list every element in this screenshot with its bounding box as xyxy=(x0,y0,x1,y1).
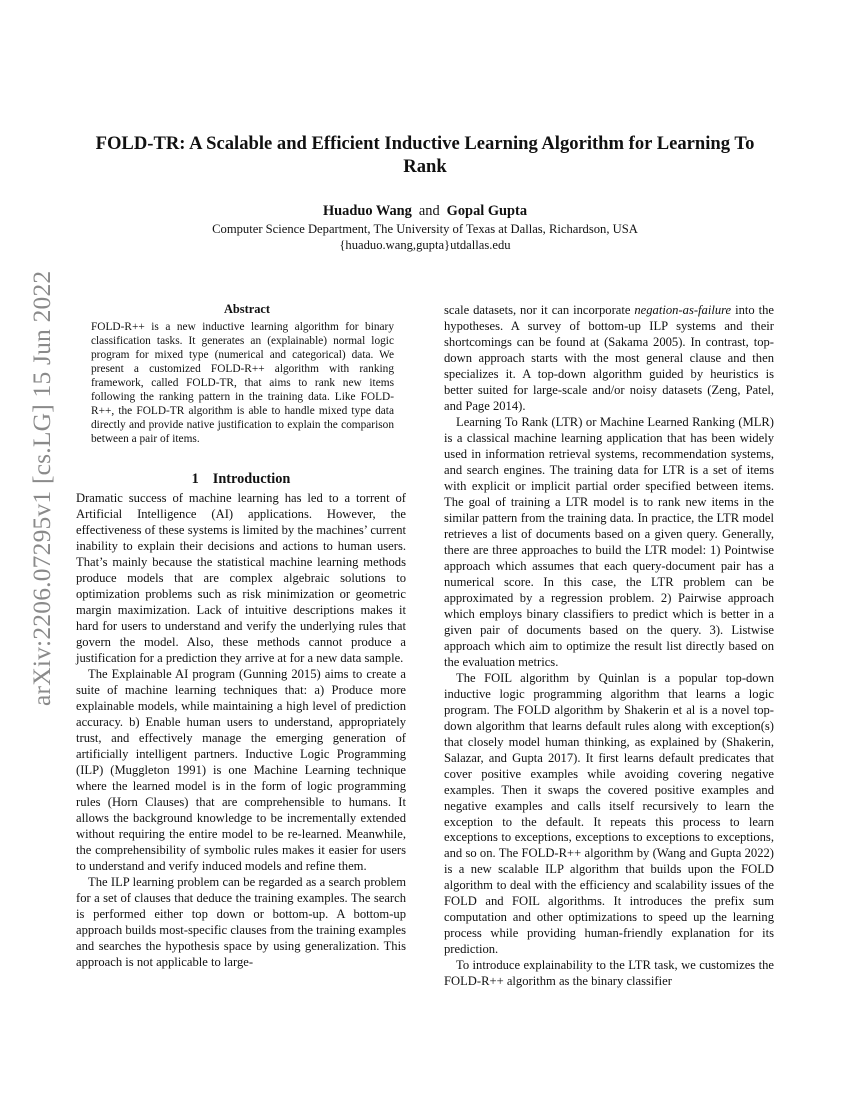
paragraph: To introduce explainability to the LTR task, we customizes the FOLD-R++ algorithm as the binary classifier xyxy=(444,958,774,989)
paragraph: Dramatic success of machine learning has led to a torrent of Artificial Intelligence (AI) applications. However, the effectiveness of these systems is limited by the machines’ current inability to explain their decisions and actions to human users. That’s mainly because the statistical machine learning methods produce models that are complex algebraic solutions to optimization problems such as risk minimization or geometric margin maximization. Lack of intuitive descriptions makes it hard for users to understand and verify the underlying rules that govern the model. Also, these methods cannot produce a justification for a prediction they arrive at for a new data sample. xyxy=(76,491,406,665)
paragraph: Learning To Rank (LTR) or Machine Learned Ranking (MLR) is a classical machine learning application that has been widely used in information retrieval systems, recommendation systems, and search engines. The training data for LTR is a set of items with explicit or implicit partial order specified between items. The goal of training a LTR model is to rank new items in the similar pattern from the training data. In practice, the LTR model retrieves a list of documents based on a given query. Generally, there are three approaches to build the LTR model: 1) Pointwise approach which assumes that each query-document pair has a numerical score. In this case, the LTR problem can be approximated by a regression problem. 2) Pairwise approach which employs binary classifiers to predict which is better in a given pair of documents based on the query. 3). Listwise approach which aim to optimize the result list directly based on the evaluation metrics. xyxy=(444,414,774,669)
author-first: Huaduo Wang xyxy=(322,203,412,219)
arxiv-identifier-watermark: arXiv:2206.07295v1 [cs.LG] 15 Jun 2022 xyxy=(27,270,56,706)
italic-term: negation-as-failure xyxy=(634,303,732,317)
abstract-text: FOLD-R++ is a new inductive learning algorithm for binary classification tasks. It generates an (explainable) normal logic program for mixed type (numerical and categorical) data. We present a customized FOLD-R++ algorithm with ranking framework, called FOLD-TR, that aims to rank new items following the ranking pattern in the training data. Like FOLD-R++, the FOLD-TR algorithm is able to handle mixed type data directly and provide native justification to explain the comparison between a pair of items. xyxy=(91,321,394,445)
author-conjunction: and xyxy=(418,203,440,219)
paragraph-text: scale datasets, nor it can incorporate xyxy=(444,303,635,317)
author-line xyxy=(78,202,772,220)
author-email: {huaduo.wang,gupta}utdallas.edu xyxy=(339,238,511,252)
section-number: 1 xyxy=(191,471,199,487)
paragraph: The FOIL algorithm by Quinlan is a popular top-down inductive logic programming algorithm that learns a logic program. The FOLD algorithm by Shakerin et al is a novel top-down algorithm that learns default rules along with exception(s) that closely model human thinking, as explained by (Shakerin, Salazar, and Gupta 2017). It first learns default predicates that cover positive examples while avoiding covering negative examples. Then it swaps the covered positive examples and negative examples and calls itself recursively to learn the exception to the default. It repeats this process to learn exceptions to exceptions, exceptions to exceptions to exceptions, and so on. The FOLD-R++ algorithm by (Wang and Gupta 2022) is a new scalable ILP algorithm that builds upon the FOLD algorithm to deal with the efficiency and scalability issues of the FOLD and FOIL algorithms. It introduces the prefix sum computation and other optimizations to speed up the learning process while providing human-friendly explanation for its prediction. xyxy=(444,670,774,957)
paragraph: The Explainable AI program (Gunning 2015) aims to create a suite of machine learning techniques that: a) Produce more explainable models, while maintaining a high level of prediction accuracy. b) Enable human users to understand, appropriately trust, and effectively manage the emerging generation of artificially intelligent partners. Inductive Logic Programming (ILP) (Muggleton 1991) is one Machine Learning technique where the learned model is in the form of logic programming rules (Horn Clauses) that are comprehensible to humans. It allows the background knowledge to be incrementally extended without requiring the entire model to be re-learned. Meanwhile, the comprehensibility of symbolic rules makes it easier for users to understand and verify induced models and refine them. xyxy=(76,666,406,873)
affiliation: Computer Science Department, The University of Texas at Dallas, Richardson, USA xyxy=(212,222,638,236)
abstract-heading: Abstract xyxy=(223,302,271,316)
left-column xyxy=(76,491,406,971)
right-column xyxy=(444,303,774,990)
paragraph xyxy=(444,303,774,415)
paper-title: FOLD-TR: A Scalable and Efficient Inductive Learning Algorithm for Learning To Rank xyxy=(95,133,755,177)
section-title: Introduction xyxy=(212,471,291,487)
paragraph: The ILP learning problem can be regarded as a search problem for a set of clauses that deduce the training examples. The search is performed either top down or bottom-up. A bottom-up approach builds most-specific clauses from the training examples and searches the hypothesis space by using generalization. This approach is not applicable to large- xyxy=(76,874,406,969)
section-heading xyxy=(76,470,406,488)
paragraph-text: into the hypotheses. A survey of bottom-up ILP systems and their shortcomings can be found at (Sakama 2005). In contrast, top-down approach starts with the most general clause and then specializes it. A top-down algorithm guided by heuristics is better suited for large-scale and/or noisy datasets (Zeng, Patel, and Page 2014). xyxy=(444,303,774,413)
author-second: Gopal Gupta xyxy=(446,203,528,219)
